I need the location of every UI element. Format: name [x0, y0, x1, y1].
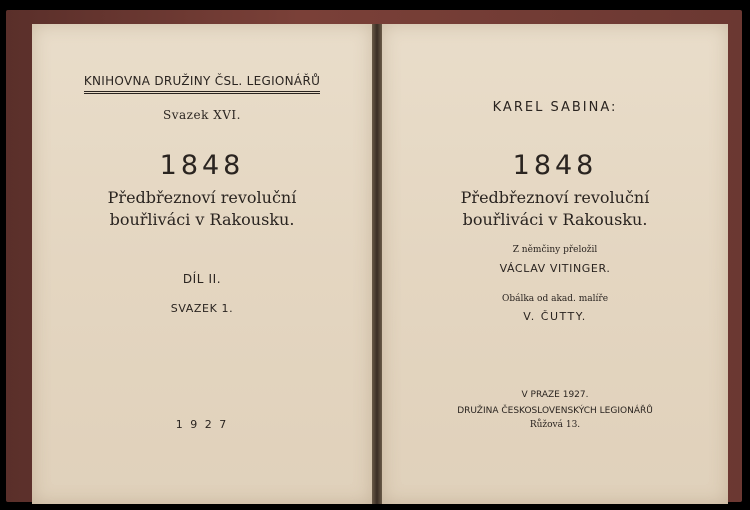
- volume-number: Svazek XVI.: [163, 108, 241, 122]
- cover-note: Obálka od akad. malíře: [501, 294, 609, 304]
- subtitle-line-1: Předbřeznoví revoluční: [107, 188, 297, 207]
- publisher-name: DRUŽINA ČESKOSLOVENSKÝCH LEGIONÁŘŮ: [457, 406, 653, 416]
- publisher-address: Růžová 13.: [529, 420, 581, 430]
- issue-number: SVAZEK 1.: [170, 302, 234, 315]
- book-gutter: [372, 24, 382, 504]
- subtitle-line-2: bouřliváci v Rakousku.: [462, 210, 648, 229]
- subtitle-line-1: Předbřeznoví revoluční: [460, 188, 650, 207]
- series-title: KNIHOVNA DRUŽINY ČSL. LEGIONÁŘŮ: [32, 74, 372, 94]
- open-book: [6, 10, 742, 502]
- translator-name: VÁCLAV VITINGER.: [499, 262, 611, 275]
- title-year: 1848: [159, 150, 245, 181]
- left-page: [32, 24, 372, 504]
- part-number: DÍL II.: [182, 272, 222, 286]
- translation-note: Z němčiny přeložil: [512, 245, 598, 255]
- right-page: [382, 24, 728, 504]
- place-and-year: V PRAZE 1927.: [521, 390, 589, 400]
- illustrator-name: V. ČUTTY.: [523, 310, 587, 323]
- subtitle-line-2: bouřliváci v Rakousku.: [109, 210, 295, 229]
- author-name: KAREL SABINA:: [492, 100, 618, 115]
- publication-year: 1 9 2 7: [175, 418, 229, 431]
- title-year: 1848: [512, 150, 598, 181]
